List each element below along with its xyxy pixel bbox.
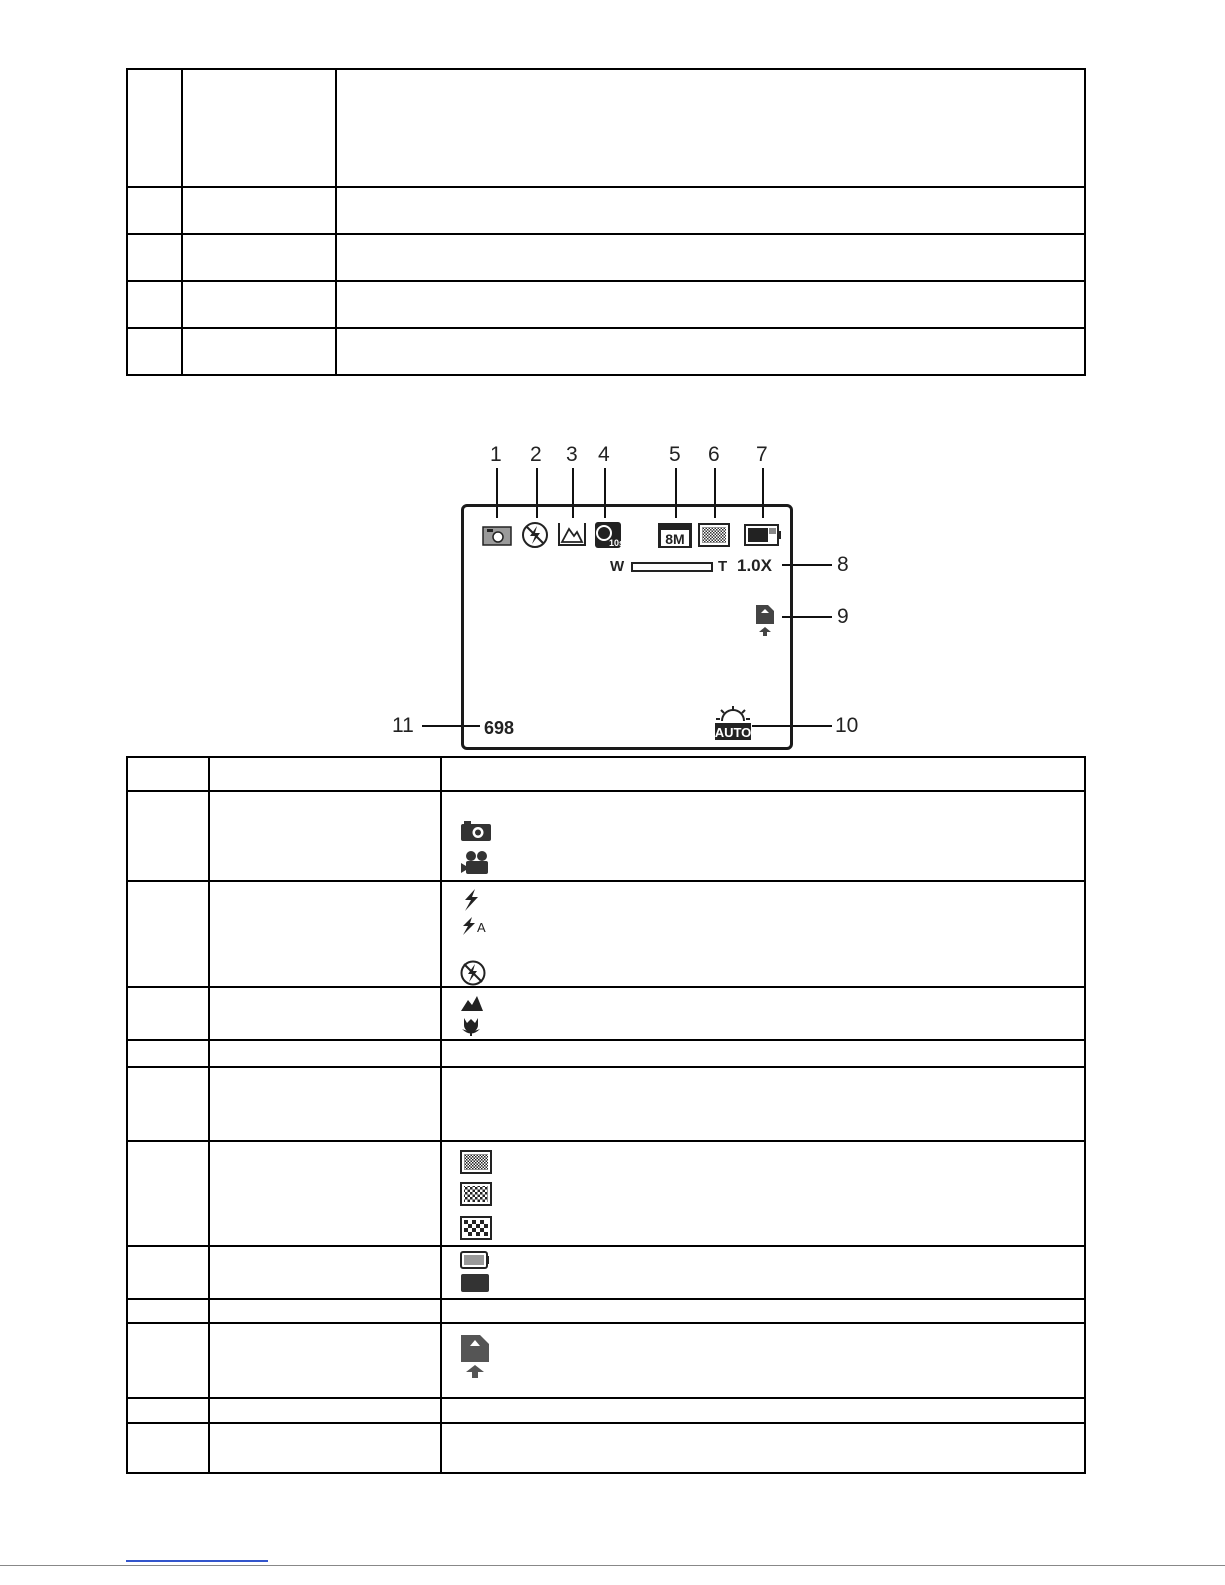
zoom-tele-label: T [718,558,728,575]
lcd-screen [461,504,793,750]
quality-fine-icon [460,1150,492,1174]
lcd-diagram [380,436,870,754]
quality-normal-icon [460,1182,492,1206]
bottom-table [126,756,1086,1474]
table-row [127,1423,1085,1473]
battery-full-icon [460,1251,490,1269]
table-row [127,1246,1085,1299]
callout-number: 5 [669,443,681,466]
flash-auto-icon [460,916,492,936]
battery-low-icon [460,1273,490,1293]
table-row [127,1040,1085,1067]
svg-text:A: A [477,920,486,935]
callout-number: 11 [392,714,414,737]
zoom-bar [631,562,713,572]
resolution-icon-text: 8M [665,531,685,547]
landscape-icon [460,994,484,1012]
callout-number: 3 [566,443,578,466]
table-row [127,1323,1085,1398]
table-row [127,328,1085,375]
table-row [127,69,1085,187]
callout-number: 8 [837,553,849,576]
quality-icon [698,523,730,547]
callout-number: 4 [598,443,610,466]
flash-on-icon [460,888,482,912]
self-timer-icon-text: 10s [609,538,625,548]
quality-economy-icon [460,1216,492,1240]
table-row [127,1067,1085,1141]
table-row [127,281,1085,328]
sd-card-icon [754,604,776,638]
table-header-row [127,757,1085,791]
footer-link[interactable] [126,1560,268,1562]
white-balance-auto-icon [714,705,752,741]
macro-icon [460,1016,482,1038]
flash-off-icon [460,960,486,986]
camera-mode-icon [482,524,512,546]
table-row [127,234,1085,281]
callout-number: 7 [756,443,768,466]
shots-remaining: 698 [484,718,515,738]
white-balance-icon-text: AUTO [714,725,752,740]
self-timer-icon [594,521,625,549]
table-row [127,1398,1085,1423]
callout-number: 6 [708,443,720,466]
table-row [127,187,1085,234]
video-camera-icon [460,850,492,876]
camera-icon [460,820,492,842]
footer-rule [0,1565,1225,1566]
callout-number: 2 [530,443,542,466]
table-row [127,1141,1085,1246]
scene-mode-icon [557,521,587,547]
callout-number: 1 [490,443,502,466]
flash-off-icon [521,521,549,549]
table-row [127,881,1085,987]
callout-number: 10 [835,714,859,737]
table-row [127,791,1085,881]
sd-card-icon [460,1334,490,1380]
top-table [126,68,1086,376]
resolution-icon [657,522,693,549]
zoom-value: 1.0X [737,556,772,575]
callout-number: 9 [837,605,849,628]
table-row [127,1299,1085,1323]
zoom-wide-label: W [610,558,625,575]
table-row [127,987,1085,1040]
battery-icon [744,524,782,546]
